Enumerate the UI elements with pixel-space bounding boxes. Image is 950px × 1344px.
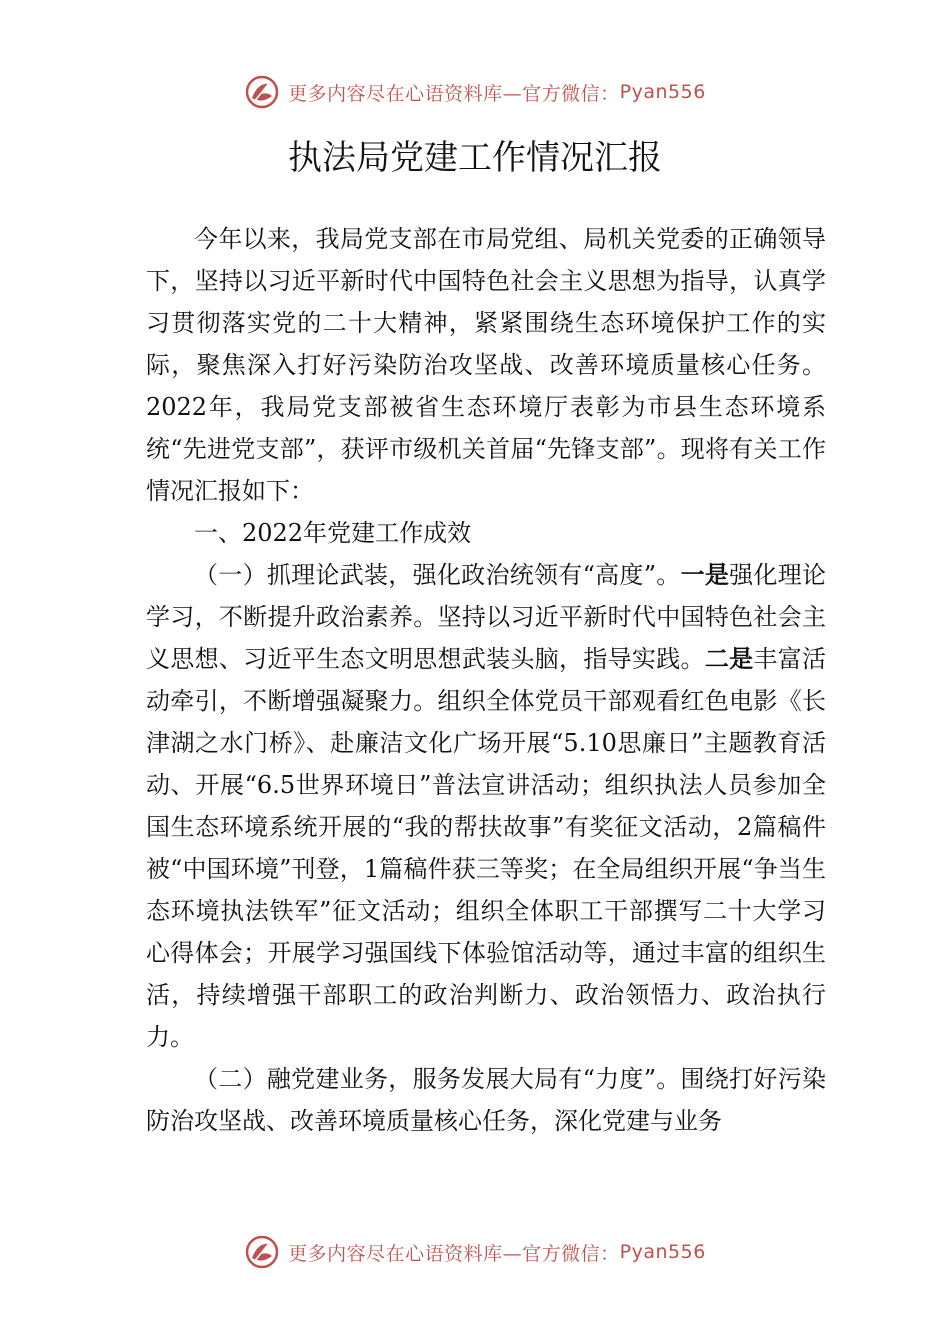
first-point-label: 一是 <box>680 561 730 589</box>
watermark-text: 更多内容尽在心语资料库—官方微信： <box>288 82 620 105</box>
second-point-label: 二是 <box>704 645 754 673</box>
subsection-1-lead: （一）抓理论武装，强化政治统领有“高度”。 <box>194 561 681 589</box>
second-point-text: 丰富活动牵引，不断增强凝聚力。组织全体党员干部观看红色电影《长津湖之水门桥》、赴廉洁文化广场开展“5.10思廉日”主题教育活动、开展“6.5世界环境日”普法宣讲活动；组织执法人员参加全国生态环境系统开展的“我的帮扶故事”有奖征文活动，2篇稿件被“中国环境”刊登，1篇稿件获三等奖；在全局组织开展“争当生态环境执法铁军”征文活动；组织全体职工干部撰写二十大学习心得体会；开展学习强国线下体验馆活动等，通过丰富的组织生活，持续增强干部职工的政治判断力、政治领悟力、政治执行力。 <box>146 645 827 1051</box>
watermark-header <box>0 72 950 112</box>
first-point-text: 强化理论学习，不断提升政治素养。坚持以习近平新时代中国特色社会主义思想、习近平生态文明思想武装头脑，指导实践。 <box>146 561 827 673</box>
subsection-2-paragraph: （二）融党建业务，服务发展大局有“力度”。围绕打好污染防治攻坚战、改善环境质量核心任务，深化党建与业务 <box>146 1065 826 1135</box>
intro-paragraph: 今年以来，我局党支部在市局党组、局机关党委的正确领导下，坚持以习近平新时代中国特色社会主义思想为指导，认真学习贯彻落实党的二十大精神，紧紧围绕生态环境保护工作的实际，聚焦深入打好污染防治攻坚战、改善环境质量核心任务。2022年，我局党支部被省生态环境厅表彰为市县生态环境系统“先进党支部”，获评市级机关首届“先锋支部”。现将有关工作情况汇报如下： <box>146 225 826 505</box>
subsection-1-paragraph <box>146 554 826 1058</box>
brand-logo-icon <box>244 1234 280 1270</box>
document-title: 执法局党建工作情况汇报 <box>288 138 662 178</box>
section-heading-1: 一、2022年党建工作成效 <box>194 519 472 547</box>
document-body <box>146 218 826 1142</box>
watermark-id: Pyan556 <box>619 81 706 103</box>
watermark-footer <box>0 1232 950 1272</box>
brand-logo-icon <box>244 74 280 110</box>
watermark-text: 更多内容尽在心语资料库—官方微信： <box>288 1242 620 1265</box>
watermark-id: Pyan556 <box>619 1241 706 1263</box>
